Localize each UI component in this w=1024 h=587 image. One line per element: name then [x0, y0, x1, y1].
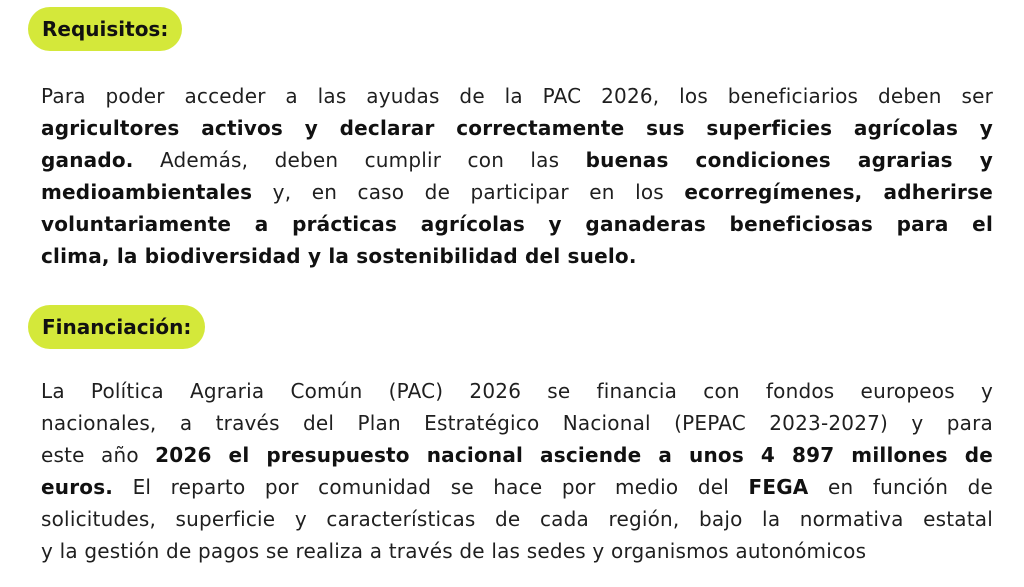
requisitos-line-4: medioambientales y, en caso de participar en los ecorregímenes, adherirse [41, 180, 993, 204]
financiacion-line-2: nacionales, a través del Plan Estratégico Nacional (PEPAC 2023-2027) y para [41, 411, 993, 435]
requisitos-line-3: ganado. Además, deben cumplir con las buenas condiciones agrarias y [41, 148, 993, 172]
financiacion-line-4: euros. El reparto por comunidad se hace por medio del FEGA en función de [41, 475, 993, 499]
requisitos-line-1: Para poder acceder a las ayudas de la PAC 2026, los beneficiarios deben ser [41, 84, 993, 108]
financiacion-heading [28, 305, 205, 349]
requisitos-heading-label: Requisitos: [42, 17, 169, 41]
financiacion-heading-label: Financiación: [42, 315, 192, 339]
financiacion-line-1: La Política Agraria Común (PAC) 2026 se financia con fondos europeos y [41, 379, 993, 403]
financiacion-paragraph [41, 375, 993, 567]
financiacion-line-5: solicitudes, superficie y características de cada región, bajo la normativa estatal [41, 507, 993, 531]
requisitos-paragraph [41, 80, 993, 272]
requisitos-heading [28, 7, 182, 51]
financiacion-line-6: y la gestión de pagos se realiza a través de las sedes y organismos autonómicos [41, 539, 867, 563]
requisitos-line-6: clima, la biodiversidad y la sostenibilidad del suelo. [41, 244, 637, 268]
financiacion-line-3: este año 2026 el presupuesto nacional asciende a unos 4 897 millones de [41, 443, 993, 467]
requisitos-line-5: voluntariamente a prácticas agrícolas y ganaderas beneficiosas para el [41, 212, 993, 236]
requisitos-line-2: agricultores activos y declarar correctamente sus superficies agrícolas y [41, 116, 993, 140]
